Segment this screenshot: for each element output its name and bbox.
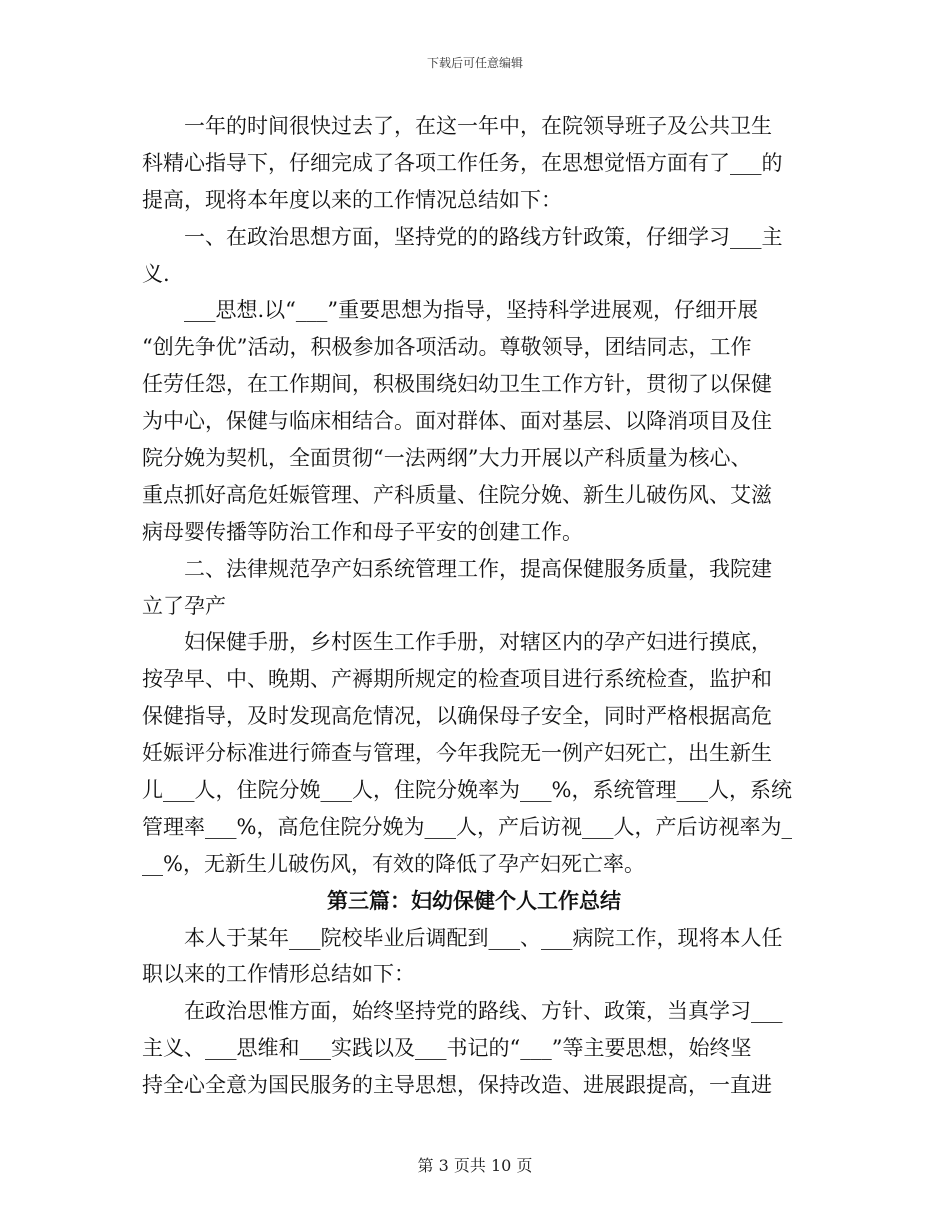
text-line: “创先争优”活动，积极参加各项活动。尊敬领导，团结同志，工作 (142, 335, 752, 360)
text-line: 按孕早、中、晚期、产褥期所规定的检查项目进行系统检查，监护和 (142, 667, 772, 692)
text-line: 儿___人，住院分娩___人，住院分娩率为___%，系统管理___人，系统 (142, 778, 792, 803)
section-heading: 第三篇：妇幼保健个人工作总结 (327, 887, 621, 913)
text-line: ___思想.以“___”重要思想为指导，坚持科学进展观，仔细开展 (184, 298, 759, 323)
text-line: 一、在政治思想方面，坚持党的的路线方针政策，仔细学习___主 (184, 224, 783, 249)
text-line: 提高，现将本年度以来的工作情况总结如下： (142, 187, 562, 212)
text-line: 主义、___思维和___实践以及___书记的“___”等主要思想，始终坚 (142, 1036, 752, 1061)
text-line: 职以来的工作情形总结如下： (142, 962, 415, 987)
text-line: 妇保健手册，乡村医生工作手册，对辖区内的孕产妇进行摸底， (184, 630, 772, 655)
page-indicator: 第 3 页共 10 页 (417, 1156, 533, 1175)
text-line: 二、法律规范孕产妇系统管理工作，提高保健服务质量，我院建 (184, 556, 772, 581)
text-line: 在政治思惟方面，始终坚持党的路线、方针、政策，当真学习___ (184, 999, 783, 1024)
text-line: 重点抓好高危妊娠管理、产科质量、住院分娩、新生儿破伤风、艾滋 (142, 482, 772, 507)
text-line: 病母婴传播等防治工作和母子平安的创建工作。 (142, 519, 583, 544)
text-line: 立了孕产 (142, 593, 226, 618)
text-line: 管理率___%，高危住院分娩为___人，产后访视___人，产后访视率为_ (142, 814, 792, 839)
text-line: 为中心，保健与临床相结合。面对群体、面对基层、以降消项目及住 (142, 409, 772, 434)
text-line: 持全心全意为国民服务的主导思想，保持改造、进展跟提高，一直进 (142, 1073, 772, 1098)
text-line: 保健指导，及时发现高危情况，以确保母子安全，同时严格根据高危 (142, 704, 772, 729)
text-line: 科精心指导下，仔细完成了各项工作任务，在思想觉悟方面有了___的 (142, 150, 783, 175)
text-line: 义. (142, 261, 170, 286)
header-note: 下载后可任意编辑 (426, 56, 523, 70)
text-line: 本人于某年___院校毕业后调配到___、___病院工作，现将本人任 (184, 925, 783, 950)
document-body (142, 108, 806, 1104)
text-line: 妊娠评分标准进行筛查与管理，今年我院无一例产妇死亡，出生新生 (142, 741, 772, 766)
text-line: 任劳任怨，在工作期间，积极围绕妇幼卫生工作方针，贯彻了以保健 (142, 372, 772, 397)
text-line: 院分娩为契机，全面贯彻“一法两纲”大力开展以产科质量为核心、 (142, 446, 752, 471)
text-line: 一年的时间很快过去了，在这一年中，在院领导班子及公共卫生 (184, 114, 772, 138)
text-line: __%，无新生儿破伤风，有效的降低了孕产妇死亡率。 (142, 851, 645, 876)
